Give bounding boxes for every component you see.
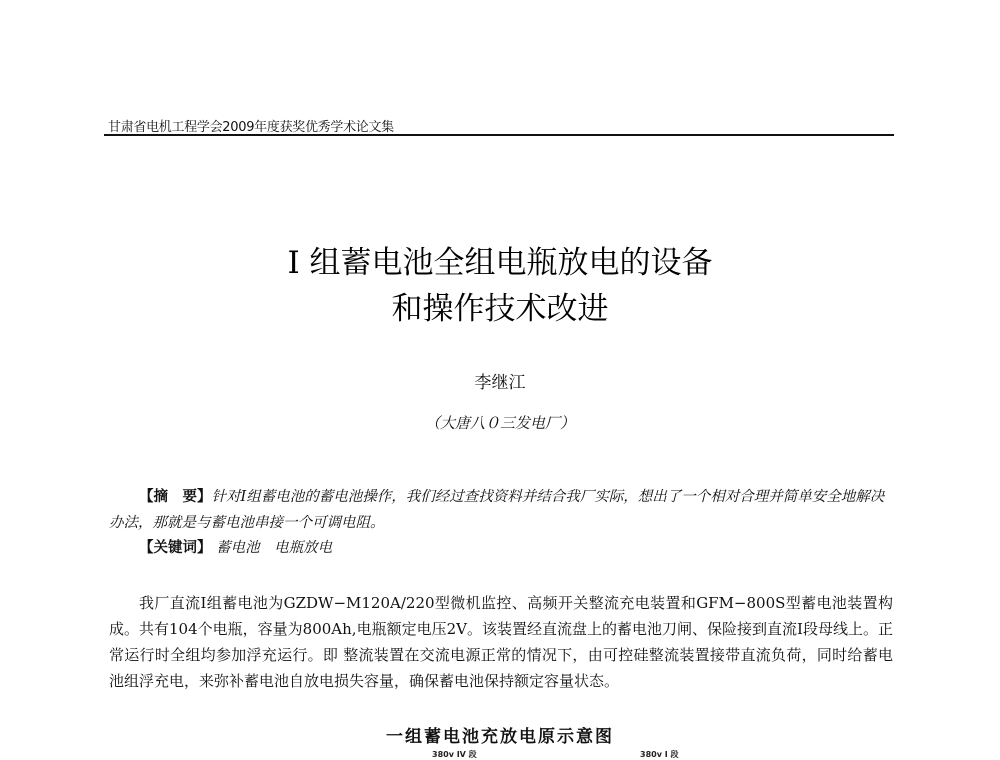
header-rule xyxy=(104,134,894,136)
abstract xyxy=(109,484,893,536)
body-paragraph xyxy=(109,590,893,694)
abstract-paragraph xyxy=(109,484,893,536)
keywords-label: 【关键词】 xyxy=(139,539,212,556)
author-name: 李继江 xyxy=(474,373,526,393)
figure-title: 一组蓄电池充放电原示意图 xyxy=(386,727,614,747)
title-line-1: I 组蓄电池全组电瓶放电的设备 xyxy=(287,245,713,281)
running-header: 甘肃省电机工程学会2009年度获奖优秀学术论文集 xyxy=(108,120,394,135)
author-affiliation: （大唐八０三发电厂） xyxy=(424,414,575,432)
keywords-text: 蓄电池 电瓶放电 xyxy=(216,540,333,556)
title-line-2: 和操作技术改进 xyxy=(391,291,609,327)
paper-title xyxy=(0,240,1000,332)
figure-label-right: 380v I 段 xyxy=(640,750,679,759)
abstract-text: 针对Ⅰ组蓄电池的蓄电池操作，我们经过查找资料并结合我厂实际，想出了一个相对合理并简单安全地解决办法，那就是与蓄电池串接一个可调电阻。 xyxy=(109,489,885,531)
keywords xyxy=(139,536,332,557)
figure-label-left: 380v IV 段 xyxy=(432,750,477,759)
body-paragraph-text: 我厂直流Ⅰ组蓄电池为GZDW−M120A/220型微机监控、高频开关整流充电装置和GFM−800S型蓄电池装置构成。共有104个电瓶，容量为800Ah,电瓶额定电压2V。该装置经直流盘上的蓄电池刀闸、保险接到直流Ⅰ段母线上。正常运行时全组均参加浮充运行。即 整流装置在交流电源正常的情况下，由可控硅整流装置接带直流负荷，同时给蓄电池组浮充电，来弥补蓄电池自放电损失容量，确保蓄电池保持额定容量状态。 xyxy=(109,594,893,690)
abstract-label: 【摘 要】 xyxy=(139,488,212,505)
